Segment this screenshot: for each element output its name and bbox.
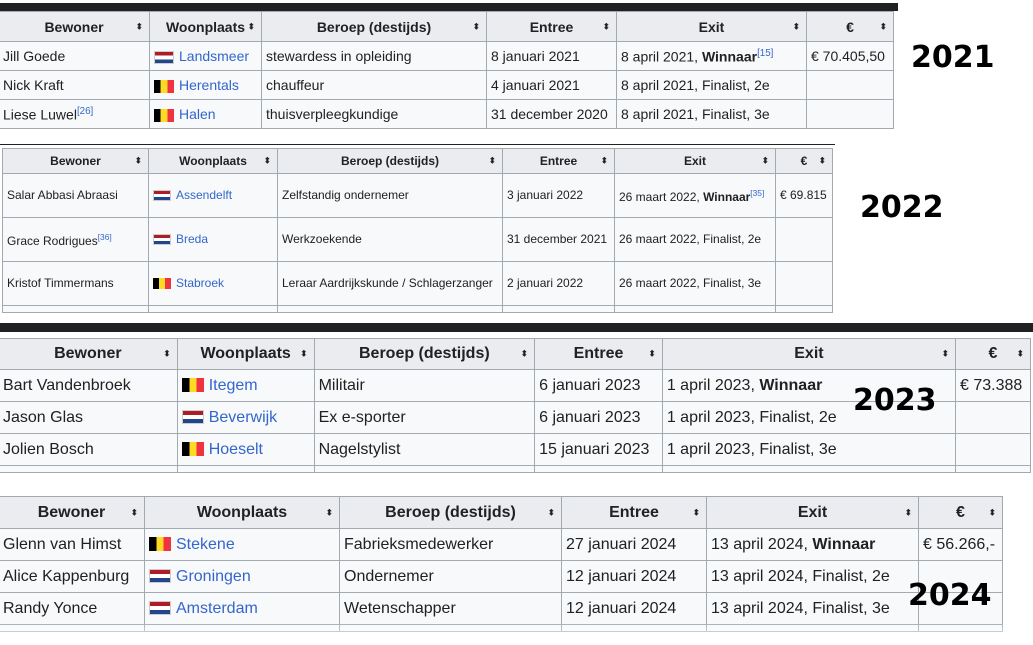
- belgium-flag-icon: [182, 442, 204, 456]
- entry-cell: [562, 593, 707, 625]
- sort-arrows-icon[interactable]: ⬍: [135, 21, 143, 31]
- header-entry[interactable]: [487, 12, 617, 42]
- profession-cell: [314, 402, 535, 434]
- resident-cell: [0, 561, 145, 593]
- residence-link[interactable]: Groningen: [176, 567, 251, 585]
- exit-cell: [617, 71, 807, 100]
- prize-cell: [807, 71, 894, 100]
- header-profession[interactable]: [340, 497, 562, 529]
- header-resident[interactable]: [0, 339, 177, 370]
- netherlands-flag-icon: [154, 51, 174, 64]
- exit-text: 13 april 2024,: [711, 535, 808, 553]
- reference-link[interactable]: [26]: [76, 105, 94, 117]
- residence-link[interactable]: Halen: [179, 106, 216, 122]
- header-residence[interactable]: [145, 497, 340, 529]
- profession-cell: [340, 593, 562, 625]
- exit-cell: [707, 593, 919, 625]
- winner-label: Winnaar: [703, 190, 751, 204]
- prize-amount: € 69.815: [780, 188, 827, 202]
- table-row: [0, 434, 1031, 466]
- residence-link[interactable]: Amsterdam: [176, 599, 258, 617]
- header-label: Woonplaats: [200, 345, 291, 362]
- prize-amount: € 56.266,-: [923, 535, 996, 553]
- sort-arrows-icon[interactable]: ⬍: [263, 155, 271, 166]
- profession-text: Nagelstylist: [318, 440, 401, 458]
- profession-text: Ex e-sporter: [318, 408, 406, 426]
- empty-cell: [3, 306, 149, 313]
- profession-text: Zelfstandig ondernemer: [282, 188, 409, 202]
- residence-cell: [150, 100, 262, 129]
- profession-cell: [278, 262, 503, 306]
- sort-arrows-icon[interactable]: ⬍: [792, 21, 800, 31]
- sort-arrows-icon[interactable]: ⬍: [941, 348, 950, 359]
- header-profession[interactable]: [314, 339, 535, 370]
- residence-cell: [150, 42, 262, 71]
- entry-date: 8 januari 2021: [491, 48, 580, 64]
- profession-text: thuisverpleegkundige: [266, 106, 399, 122]
- prize-cell: [956, 370, 1031, 402]
- header-profession[interactable]: [278, 149, 503, 174]
- profession-cell: [340, 529, 562, 561]
- header-label: €: [988, 345, 998, 362]
- header-resident[interactable]: [0, 497, 145, 529]
- netherlands-flag-icon: [149, 601, 171, 615]
- profession-text: Werkzoekende: [282, 232, 362, 246]
- exit-text: 26 maart 2022, Finalist, 2e: [619, 232, 762, 246]
- sort-arrows-icon[interactable]: ⬍: [247, 21, 255, 31]
- entry-cell: [503, 262, 615, 306]
- winner-label: Winnaar: [701, 48, 758, 65]
- resident-name: Salar Abbasi Abraasi: [7, 188, 118, 202]
- resident-name: Grace Rodrigues: [7, 234, 98, 248]
- residence-link[interactable]: Herentals: [179, 77, 239, 93]
- header-label: Woonplaats: [165, 18, 246, 35]
- empty-cell: [662, 466, 955, 473]
- header-residence[interactable]: [177, 339, 314, 370]
- exit-text: 8 april 2021,: [621, 48, 699, 65]
- residence-cell: [149, 174, 278, 218]
- belgium-flag-icon: [153, 278, 171, 289]
- sort-arrows-icon[interactable]: ⬍: [134, 155, 142, 166]
- divider-bar-2023: [0, 323, 1033, 332]
- exit-text: 13 april 2024, Finalist, 2e: [711, 567, 890, 585]
- entry-date: 31 december 2021: [507, 232, 608, 246]
- table-row: [0, 561, 1003, 593]
- residence-link[interactable]: Stekene: [176, 535, 235, 553]
- header-label: Bewoner: [54, 345, 122, 362]
- table-header: [3, 149, 833, 174]
- table-row: [3, 262, 833, 306]
- header-label: Entree: [573, 345, 624, 362]
- header-entry[interactable]: [503, 149, 615, 174]
- header-resident[interactable]: [3, 149, 149, 174]
- divider-bar-top: [0, 3, 898, 11]
- exit-text: 1 april 2023, Finalist, 2e: [666, 408, 837, 426]
- header-label: €: [956, 503, 965, 521]
- belgium-flag-icon: [154, 109, 174, 122]
- residence-link[interactable]: Landsmeer: [179, 48, 250, 64]
- header-label: Beroep (destijds): [316, 18, 432, 35]
- empty-cell: [177, 466, 314, 473]
- exit-cell: [615, 262, 776, 306]
- prize-amount: € 70.405,50: [811, 48, 885, 64]
- resident-cell: [0, 402, 177, 434]
- entry-date: 4 januari 2021: [491, 77, 580, 93]
- resident-cell: [3, 174, 149, 218]
- table-row-partial: [3, 306, 833, 313]
- prize-cell: [956, 402, 1031, 434]
- entry-date: 12 januari 2024: [566, 567, 677, 585]
- table-row: [0, 42, 894, 71]
- entry-cell: [503, 218, 615, 262]
- entry-date: 12 januari 2024: [566, 599, 677, 617]
- header-residence[interactable]: [150, 12, 262, 42]
- sort-arrows-icon[interactable]: ⬍: [472, 21, 480, 31]
- exit-text: 8 april 2021, Finalist, 2e: [621, 77, 770, 93]
- winner-label: Winnaar: [812, 535, 876, 553]
- profession-cell: [314, 370, 535, 402]
- resident-cell: [0, 71, 150, 100]
- profession-cell: [314, 434, 535, 466]
- winner-label: Winnaar: [759, 376, 823, 394]
- entry-date: 3 januari 2022: [507, 188, 584, 202]
- header-exit[interactable]: [615, 149, 776, 174]
- sort-arrows-icon[interactable]: ⬍: [163, 348, 171, 359]
- sort-arrows-icon[interactable]: ⬍: [600, 155, 608, 166]
- header-entry[interactable]: [535, 339, 663, 370]
- profession-text: chauffeur: [266, 77, 325, 93]
- empty-cell: [956, 466, 1031, 473]
- entry-cell: [562, 529, 707, 561]
- belgium-flag-icon: [149, 537, 171, 551]
- table-row: [3, 174, 833, 218]
- header-label: Exit: [683, 154, 706, 168]
- header-resident[interactable]: [0, 12, 150, 42]
- profession-cell: [340, 561, 562, 593]
- resident-name: Jason Glas: [3, 408, 84, 426]
- empty-cell: [314, 466, 535, 473]
- sort-arrows-icon[interactable]: ⬍: [488, 155, 496, 166]
- entry-date: 31 december 2020: [491, 106, 608, 122]
- sort-arrows-icon[interactable]: ⬍: [692, 507, 700, 517]
- entry-cell: [487, 71, 617, 100]
- entry-cell: [535, 370, 663, 402]
- prize-cell: [807, 100, 894, 129]
- resident-name: Glenn van Himst: [3, 535, 122, 553]
- residence-link[interactable]: Stabroek: [176, 276, 225, 290]
- table-row: [0, 100, 894, 129]
- entry-date: 2 januari 2022: [507, 276, 584, 290]
- finalists-table-2022: [2, 148, 833, 313]
- profession-text: Leraar Aardrijkskunde / Schlagerzanger: [282, 276, 493, 290]
- netherlands-flag-icon: [182, 410, 204, 424]
- exit-text: 8 april 2021, Finalist, 3e: [621, 106, 770, 122]
- profession-text: Militair: [318, 376, 365, 394]
- header-exit[interactable]: [662, 339, 955, 370]
- empty-cell: [535, 466, 663, 473]
- header-entry[interactable]: [562, 497, 707, 529]
- netherlands-flag-icon: [153, 234, 171, 245]
- profession-cell: [262, 100, 487, 129]
- header-label: Entree: [539, 154, 578, 168]
- year-label-2024: 2024: [908, 578, 992, 613]
- residence-cell: [177, 370, 314, 402]
- residence-cell: [145, 561, 340, 593]
- table-row: [3, 218, 833, 262]
- sort-arrows-icon[interactable]: ⬍: [761, 155, 769, 166]
- header-label: Entree: [609, 503, 659, 521]
- entry-date: 27 januari 2024: [566, 535, 677, 553]
- header-label: €: [800, 154, 808, 168]
- resident-cell: [0, 42, 150, 71]
- profession-text: Ondernemer: [344, 567, 434, 585]
- prize-cell: [776, 218, 833, 262]
- table-row-partial: [0, 466, 1031, 473]
- exit-text: 1 april 2023,: [666, 376, 755, 394]
- netherlands-flag-icon: [153, 190, 171, 201]
- exit-text: 1 april 2023, Finalist, 3e: [666, 440, 837, 458]
- prize-amount: € 73.388: [960, 376, 1023, 394]
- finalists-table-2021: [0, 11, 894, 129]
- residence-link[interactable]: Hoeselt: [208, 440, 263, 458]
- exit-cell: [615, 174, 776, 218]
- header-residence[interactable]: [149, 149, 278, 174]
- resident-cell: [0, 593, 145, 625]
- entry-date: 6 januari 2023: [539, 376, 641, 394]
- residence-link[interactable]: Breda: [176, 232, 209, 246]
- belgium-flag-icon: [182, 378, 204, 392]
- resident-name: Bart Vandenbroek: [3, 376, 131, 394]
- header-exit[interactable]: [707, 497, 919, 529]
- header-label: Beroep (destijds): [340, 154, 439, 168]
- header-profession[interactable]: [262, 12, 487, 42]
- header-label: Entree: [529, 18, 574, 35]
- header-prize[interactable]: [956, 339, 1031, 370]
- header-label: Bewoner: [44, 18, 104, 35]
- header-label: Exit: [797, 503, 828, 521]
- resident-name: Randy Yonce: [3, 599, 98, 617]
- empty-cell: [0, 466, 177, 473]
- exit-cell: [707, 561, 919, 593]
- exit-cell: [617, 100, 807, 129]
- exit-text: 26 maart 2022, Finalist, 3e: [619, 276, 762, 290]
- residence-cell: [145, 529, 340, 561]
- profession-cell: [262, 42, 487, 71]
- reference-link[interactable]: [36]: [97, 232, 112, 242]
- exit-cell: [662, 434, 955, 466]
- year-label-2023: 2023: [853, 383, 937, 418]
- resident-name: Jill Goede: [3, 48, 66, 64]
- year-label-2021: 2021: [911, 40, 995, 75]
- sort-arrows-icon[interactable]: ⬍: [130, 507, 138, 517]
- entry-cell: [487, 100, 617, 129]
- residence-cell: [149, 262, 278, 306]
- header-label: Woonplaats: [196, 503, 288, 521]
- entry-cell: [487, 42, 617, 71]
- residence-link[interactable]: Assendelft: [176, 188, 233, 202]
- table-header: [0, 339, 1031, 370]
- reference-link[interactable]: [15]: [757, 47, 774, 59]
- sort-arrows-icon[interactable]: ⬍: [547, 507, 555, 517]
- header-label: Woonplaats: [179, 154, 247, 168]
- header-label: Beroep (destijds): [385, 503, 516, 521]
- residence-cell: [177, 402, 314, 434]
- belgium-flag-icon: [154, 80, 174, 93]
- exit-cell: [707, 529, 919, 561]
- table-row: [0, 593, 1003, 625]
- sort-arrows-icon[interactable]: ⬍: [818, 155, 826, 166]
- entry-cell: [562, 561, 707, 593]
- empty-cell: [503, 306, 615, 313]
- profession-cell: [262, 71, 487, 100]
- sort-arrows-icon[interactable]: ⬍: [648, 348, 656, 359]
- resident-cell: [0, 529, 145, 561]
- residence-link[interactable]: Itegem: [208, 376, 258, 394]
- header-label: €: [846, 18, 854, 35]
- header-prize[interactable]: [919, 497, 1003, 529]
- sort-arrows-icon[interactable]: ⬍: [879, 21, 887, 31]
- bottom-fade: [0, 622, 1033, 645]
- empty-cell: [615, 306, 776, 313]
- table-row: [0, 71, 894, 100]
- empty-cell: [278, 306, 503, 313]
- divider-bar-2022: [0, 144, 835, 145]
- profession-cell: [278, 218, 503, 262]
- resident-name: Kristof Timmermans: [7, 276, 114, 290]
- year-label-2022: 2022: [860, 190, 944, 225]
- residence-cell: [149, 218, 278, 262]
- header-label: Exit: [794, 345, 824, 362]
- header-prize[interactable]: [807, 12, 894, 42]
- sort-arrows-icon[interactable]: ⬍: [602, 21, 610, 31]
- entry-cell: [535, 402, 663, 434]
- sort-arrows-icon[interactable]: ⬍: [300, 348, 308, 359]
- entry-date: 6 januari 2023: [539, 408, 641, 426]
- table-header: [0, 497, 1003, 529]
- entry-cell: [503, 174, 615, 218]
- header-label: Bewoner: [37, 503, 106, 521]
- prize-cell: [807, 42, 894, 71]
- table-row: [0, 529, 1003, 561]
- exit-text: 13 april 2024, Finalist, 3e: [711, 599, 890, 617]
- exit-text: 26 maart 2022,: [619, 190, 700, 204]
- resident-cell: [3, 262, 149, 306]
- resident-name: Alice Kappenburg: [3, 567, 130, 585]
- sort-arrows-icon[interactable]: ⬍: [325, 507, 333, 517]
- entry-date: 15 januari 2023: [539, 440, 650, 458]
- exit-cell: [615, 218, 776, 262]
- sort-arrows-icon[interactable]: ⬍: [1016, 348, 1024, 359]
- residence-cell: [150, 71, 262, 100]
- resident-cell: [0, 434, 177, 466]
- resident-name: Nick Kraft: [3, 77, 64, 93]
- resident-name: Liese Luwel: [3, 106, 77, 123]
- reference-link[interactable]: [35]: [750, 188, 765, 198]
- prize-cell: [919, 529, 1003, 561]
- empty-cell: [776, 306, 833, 313]
- profession-text: Wetenschapper: [344, 599, 456, 617]
- residence-link[interactable]: Beverwijk: [208, 408, 278, 426]
- profession-text: stewardess in opleiding: [266, 48, 412, 64]
- profession-text: Fabrieksmedewerker: [344, 535, 494, 553]
- entry-cell: [535, 434, 663, 466]
- resident-cell: [0, 100, 150, 129]
- sort-arrows-icon[interactable]: ⬍: [520, 348, 529, 359]
- sort-arrows-icon[interactable]: ⬍: [988, 507, 996, 517]
- residence-cell: [145, 593, 340, 625]
- header-label: Exit: [698, 18, 725, 35]
- prize-cell: [776, 174, 833, 218]
- exit-cell: [617, 42, 807, 71]
- empty-cell: [149, 306, 278, 313]
- resident-cell: [0, 370, 177, 402]
- netherlands-flag-icon: [149, 569, 171, 583]
- profession-cell: [278, 174, 503, 218]
- residence-cell: [177, 434, 314, 466]
- prize-cell: [776, 262, 833, 306]
- table-header: [0, 12, 894, 42]
- prize-cell: [956, 434, 1031, 466]
- header-label: Beroep (destijds): [358, 345, 490, 362]
- header-label: Bewoner: [50, 154, 101, 168]
- sort-arrows-icon[interactable]: ⬍: [904, 507, 912, 517]
- header-prize[interactable]: [776, 149, 833, 174]
- header-exit[interactable]: [617, 12, 807, 42]
- resident-cell: [3, 218, 149, 262]
- resident-name: Jolien Bosch: [3, 440, 94, 458]
- finalists-table-2024: [0, 496, 1003, 632]
